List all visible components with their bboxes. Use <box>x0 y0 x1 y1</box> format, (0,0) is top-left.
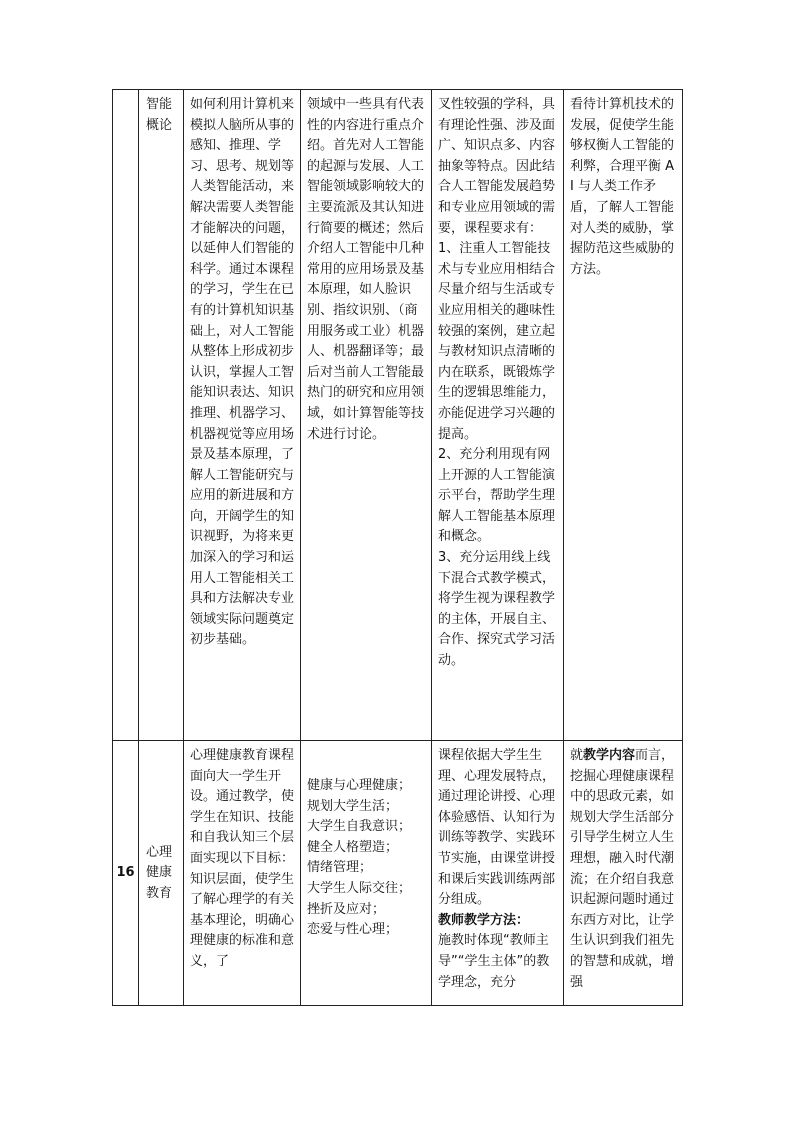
course-objective-cell: 心理健康教育课程面向大一学生开设。通过教学，使学生在知识、技能和自我认知三个层面实现以下目标：知识层面，使学生了解心理学的有关基本理论，明确心理健康的标准和意义，了 <box>184 741 301 1006</box>
table-row <box>113 90 683 741</box>
ideology-cell <box>564 741 683 1006</box>
content-item: 健全人格塑造； <box>307 839 399 855</box>
method-intro: 叉性较强的学科，具有理论性强、涉及面广、知识点多、内容抽象等特点。因此结合人工智能发展趋势和专业应用领域的需要，课程要求有： <box>438 97 556 236</box>
course-objective-cell: 如何利用计算机来模拟人脑所从事的感知、推理、学习、思考、规划等人类智能活动，来解决需要人类智能才能解决的问题，以延伸人们智能的科学。通过本课程的学习，学生在已有的计算机知识基础上，对人工智能从整体上形成初步认识，掌握人工智能知识表达、知识推理、机器学习、机器视觉等应用场景及基本原理，了解人工智能研究与应用的新进展和方向，开阔学生的知识视野，为将来更加深入的学习和运用人工智能相关工具和方法解决专业领域实际问题奠定初步基础。 <box>184 90 301 741</box>
row-number-cell: 16 <box>113 741 139 1006</box>
content-item: 恋爱与性心理； <box>307 922 399 938</box>
content-item: 挫折及应对； <box>307 901 386 917</box>
course-name-cell: 智能概论 <box>139 90 184 741</box>
method-point-2: 2、充分利用现有网上开源的人工智能演示平台，帮助学生理解人工智能基本原理和概念。 <box>438 447 556 545</box>
course-content-cell: 领域中一些具有代表性的内容进行重点介绍。首先对人工智能的起源与发展、人工智能领域影响较大的主要流派及其认知进行简要的概述；然后介绍人工智能中几种常用的应用场景及基本原理，如人脸识别、指纹识别、（商用服务或工业）机器人、机器翻译等；最后对当前人工智能最热门的研究和应用领域，如计算智能等技术进行讨论。 <box>301 90 432 741</box>
method-point-1-body: 尽量介绍与生活或专业应用相关的趣味性较强的案例，建立起与教材知识点清晰的内在联系，既锻炼学生的逻辑思维能力，亦能促进学习兴趣的提高。 <box>438 282 556 442</box>
method-heading: 教师教学方法： <box>438 912 530 928</box>
content-item: 情绪管理； <box>307 860 373 876</box>
teaching-method-cell <box>432 90 564 741</box>
course-table <box>112 89 683 1006</box>
content-item: 大学生人际交往； <box>307 880 412 896</box>
method-intro: 课程依据大学生生理、心理发展特点，通过理论讲授、心理体验感悟、认知行为训练等教学、实践环节实施，由课堂讲授和课后实践训练两部分组成。 <box>438 748 556 908</box>
ideology-text: 而言，挖掘心理健康课程中的思政元素，如规划大学生活部分引导学生树立人生理想，融入时代潮流；在介绍自我意识起源问题时通过东西方对比，让学生认识到我们祖先的智慧和成就，增强 <box>570 748 675 990</box>
row-number-cell <box>113 90 139 741</box>
ideology-prefix: 就 <box>570 748 584 763</box>
ideology-emphasis: 教学内容 <box>583 748 636 763</box>
method-point-1-title: 1、注重人工智能技术与专业应用相结合 <box>438 241 556 277</box>
teaching-method-cell <box>432 741 564 1006</box>
method-point-3: 3、充分运用线上线下混合式教学模式，将学生视为课程教学的主体，开展自主、合作、探究式学习活动。 <box>438 550 556 669</box>
content-item: 大学生自我意识； <box>307 819 412 835</box>
ideology-cell: 看待计算机技术的发展，促使学生能够权衡人工智能的利弊，合理平衡 AI 与人类工作矛盾，了解人工智能对人类的威胁，掌握防范这些威胁的方法。 <box>564 90 683 741</box>
method-body: 施教时体现“教师主导”“学生主体”的教学理念，充分 <box>438 933 550 990</box>
course-content-cell <box>301 741 432 1006</box>
content-item: 规划大学生活； <box>307 798 399 814</box>
content-item: 健康与心理健康； <box>307 778 412 793</box>
course-name-cell: 心理健康教育 <box>139 741 184 1006</box>
table-row <box>113 741 683 1006</box>
